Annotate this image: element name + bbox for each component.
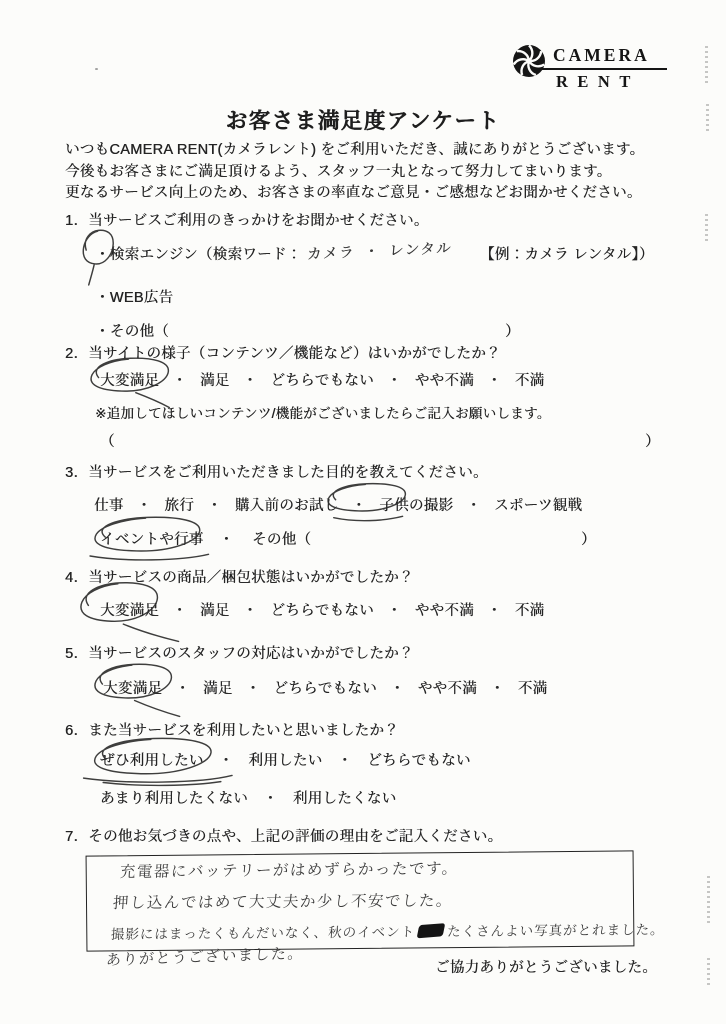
q6-options-row-2 [100, 787, 396, 808]
q2-open-paren: （ [100, 434, 115, 450]
hand-circle-q3-events [80, 514, 206, 556]
q5-option-neutral: どちらでもない [273, 681, 377, 697]
q1-other-label: ・その他（ [95, 324, 169, 340]
intro-line-3: 更なるサービス向上のため、お客さまの率直なご意見・ご感想などお聞かせください。 [65, 185, 642, 201]
handwritten-comment-line-2: 押し込んではめて大丈夫か少し不安でした。 [112, 891, 454, 913]
q4-option-somewhat-dissatisfied: やや不満 [414, 603, 474, 619]
intro-paragraph [65, 140, 644, 205]
hand-circle-q2-very-satisfied [80, 355, 173, 396]
q1-option-other [95, 320, 520, 341]
hand-circle-q4-very-satisfied [70, 579, 162, 627]
q2-free-entry-line [100, 430, 660, 451]
q3-other-label: その他（ [252, 532, 312, 548]
question-3-heading: 3．当サービスをご利用いただきました目的を教えてください。 [65, 465, 488, 481]
question-1-heading: 1．当サービスご利用のきっかけをお聞かせください。 [65, 213, 429, 229]
option-separator: ・ [337, 753, 353, 769]
q3-option-events: イベントや行事 [100, 532, 204, 548]
q3-option-travel: 旅行 [164, 498, 195, 514]
option-separator: ・ [386, 603, 402, 619]
scan-speck [95, 68, 98, 70]
handwritten-line-3-after: たくさんよい写真がとれました。 [446, 922, 666, 941]
option-separator: ・ [175, 681, 191, 697]
option-separator: ・ [386, 373, 402, 389]
question-6-heading: 6．また当サービスを利用したいと思いましたか？ [65, 723, 399, 739]
footer-thanks: ご協力ありがとうございました。 [435, 960, 657, 976]
q5-option-satisfied: 満足 [203, 681, 233, 697]
q5-option-dissatisfied: 不満 [517, 681, 548, 697]
q5-option-very-satisfied: 大変満足 [103, 681, 163, 697]
q3-other-close-paren: ） [581, 532, 596, 548]
q4-option-dissatisfied: 不満 [514, 603, 545, 619]
q2-note: ※追加してほしいコンテンツ/機能がございましたらご記入お願いします。 [95, 406, 551, 421]
handwritten-comment-line-4: ありがとうございました。 [105, 944, 305, 970]
q6-option-do-not-want-to-use: 利用したくない [292, 791, 397, 807]
option-separator: ・ [486, 603, 502, 619]
scan-edge-noise [707, 958, 710, 986]
logo-word-camera: CAMERA [553, 45, 650, 65]
option-separator: ・ [172, 373, 188, 389]
aperture-icon [512, 44, 546, 78]
q1-other-close-paren: ） [505, 324, 520, 340]
option-separator: ・ [245, 681, 261, 697]
option-separator: ・ [242, 373, 258, 389]
q5-option-somewhat-dissatisfied: やや不満 [417, 681, 477, 697]
q2-option-somewhat-dissatisfied: やや不満 [414, 373, 474, 389]
scan-edge-noise [707, 876, 710, 926]
scan-edge-noise [706, 104, 709, 134]
q4-option-satisfied: 満足 [200, 603, 230, 619]
scan-edge-noise [705, 214, 708, 244]
camera-rent-logo [512, 44, 667, 92]
question-5-heading: 5．当サービスのスタッフの対応はいかがでしたか？ [65, 646, 414, 662]
q6-option-definitely-use-again: ぜひ利用したい [100, 753, 204, 769]
handwritten-comment-line-1: 充電器にバッテリーがはめずらかったです。 [119, 859, 460, 882]
question-4-heading: 4．当サービスの商品／梱包状態はいかがでしたか？ [65, 570, 414, 586]
intro-line-2: 今後もお客さまにご満足頂けるよう、スタッフ一丸となって努力してまいります。 [65, 163, 612, 180]
q2-option-very-satisfied: 大変満足 [100, 373, 160, 389]
intro-line-1: いつもCAMERA RENT(カメラレント) をご利用いただき、誠にありがとうございます。 [65, 142, 645, 158]
q3-option-work: 仕事 [94, 498, 124, 514]
option-separator: ・ [219, 532, 234, 548]
inked-out-word-scribble [417, 923, 446, 938]
q4-option-very-satisfied: 大変満足 [100, 603, 160, 619]
option-separator: ・ [263, 791, 278, 807]
option-separator: ・ [351, 498, 367, 514]
q6-option-want-to-use: 利用したい [248, 753, 323, 769]
option-separator: ・ [218, 753, 234, 769]
q3-option-sports-watching: スポーツ観戦 [494, 498, 583, 514]
q2-option-neutral: どちらでもない [270, 373, 374, 389]
q1-search-keyword-handwritten: カメラ ・ レンタル [306, 240, 454, 264]
logo-word-rent: RENT [556, 72, 640, 92]
hand-circle-q5-very-satisfied [84, 661, 176, 703]
q1-search-label: ・検索エンジン（検索ワード： [95, 247, 302, 263]
q4-option-neutral: どちらでもない [270, 603, 374, 619]
option-separator: ・ [136, 498, 152, 514]
question-2-heading: 2．当サイトの様子（コンテンツ／機能など）はいかがでしたか？ [65, 346, 501, 362]
q1-search-example: 【例：カメラ レンタル】） [480, 247, 654, 263]
survey-title: お客さま満足度アンケート [225, 109, 501, 134]
option-separator: ・ [207, 498, 222, 514]
option-separator: ・ [242, 603, 258, 619]
logo-rule [537, 68, 667, 70]
q2-option-dissatisfied: 不満 [514, 373, 545, 389]
question-7-heading: 7．その他お気づきの点や、上記の評価の理由をご記入ください。 [65, 829, 503, 845]
handwritten-line-3-before: 撮影にはまったくもんだいなく、秋のイベント [110, 924, 416, 944]
option-separator: ・ [172, 603, 188, 619]
scan-edge-noise [705, 46, 708, 84]
option-separator: ・ [389, 681, 405, 697]
hand-circle-q3-photographing-children [317, 481, 410, 515]
q6-option-rather-not-use: あまり利用したくない [100, 791, 248, 807]
q1-option-web-ad: ・WEB広告 [95, 290, 174, 306]
q2-option-satisfied: 満足 [200, 373, 230, 389]
option-separator: ・ [489, 681, 505, 697]
q3-option-trial-before-buying: 購入前のお試し [234, 498, 339, 514]
q1-option-search-engine [95, 240, 654, 264]
hand-circle-q6-definitely-use-again [78, 735, 218, 779]
q4-options-row [100, 599, 544, 620]
hand-circle-q1-search-engine [79, 227, 115, 269]
q2-close-paren: ） [645, 434, 660, 450]
logo-text [553, 44, 667, 92]
q3-option-photographing-children: 子供の撮影 [379, 498, 454, 514]
option-separator: ・ [466, 498, 482, 514]
q6-option-neutral: どちらでもない [367, 753, 471, 769]
option-separator: ・ [486, 373, 502, 389]
